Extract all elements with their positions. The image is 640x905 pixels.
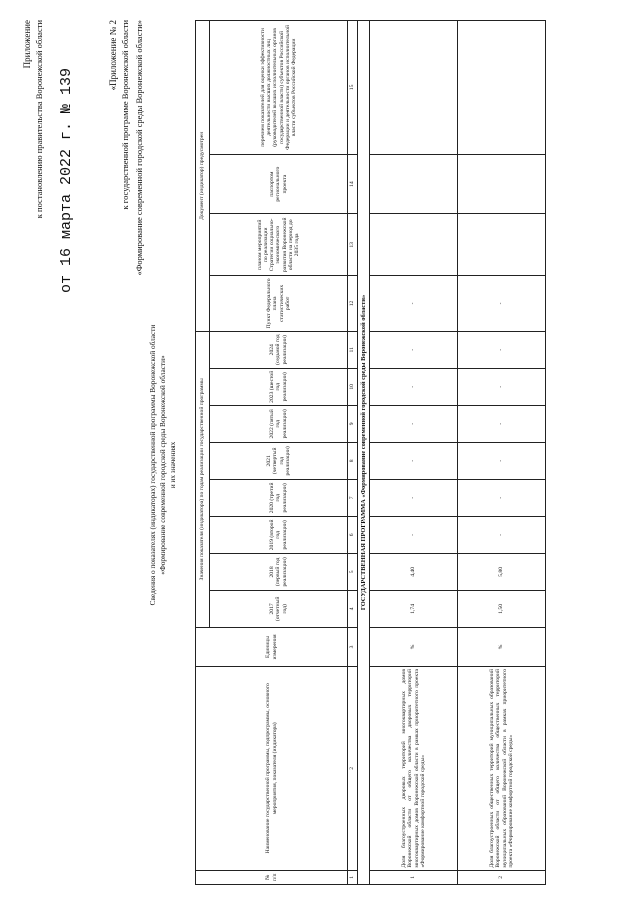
program-name-line: «Формирование современной городской среды Воронежской области» [134, 20, 144, 276]
row-value: - [370, 516, 458, 553]
col-number: 9 [348, 405, 358, 442]
head-docs-group: Документ (индикатор) предусмотрен [196, 21, 210, 332]
row-value: - [458, 516, 546, 553]
row-doc [458, 214, 546, 276]
title-line-1: Сведения о показателях (индикаторах) государственной программы Воронежской области [148, 324, 157, 606]
document-title [148, 195, 178, 735]
row-value: - [458, 442, 546, 479]
row-value: - [458, 405, 546, 442]
appendix-word: Приложение [22, 20, 32, 69]
head-year: 2022 (пятый год реализации) [210, 405, 348, 442]
head-doc: Пункт Федерального плана статистических работ [210, 276, 348, 332]
col-number: 8 [348, 442, 358, 479]
program-row-label: ГОСУДАРСТВЕННАЯ ПРОГРАММА «Формирование современной городской среды Воронежской области» [358, 21, 370, 885]
row-value: - [458, 331, 546, 368]
col-number: 10 [348, 368, 358, 405]
row-name: Доля благоустроенных общественных территорий муниципальных образований Воронежской области от общего количества общественных территорий муниципальных образований Воронежской области в рамках приоритетного проекта «Формирование комфортной городской среды» [458, 666, 546, 870]
col-number: 5 [348, 553, 358, 590]
head-doc: планом мероприятий по реализации Стратегии социально-экономического развития Воронежской области на период до 2035 года [210, 214, 348, 276]
col-number: 1 [348, 870, 358, 884]
head-doc: перечнем показателей для оценки эффективности деятельности высших должностных лиц (руководителей высших исполнительных органов государственной власти) субъектов Российской Федерации и деятельности органов исполнительной власти субъектов Российской Федерации [210, 21, 348, 155]
head-year: 2020 (третий год реализации) [210, 479, 348, 516]
row-doc [370, 214, 458, 276]
head-year: 2018 (первый год реализации) [210, 553, 348, 590]
row-value: - [458, 368, 546, 405]
row-value: - [458, 479, 546, 516]
row-doc [370, 154, 458, 214]
col-number: 15 [348, 21, 358, 155]
indicators-table [195, 20, 546, 885]
head-year: 2017 (отчетный год) [210, 590, 348, 627]
row-value: - [370, 368, 458, 405]
head-year: 2023 (шестой год реализации) [210, 368, 348, 405]
row-value: 4,40 [370, 553, 458, 590]
decree-date: от 16 марта 2022 г. № 139 [58, 68, 75, 294]
decree-line: к постановлению правительства Воронежской области [34, 20, 44, 219]
col-number: 13 [348, 214, 358, 276]
row-value: 5,80 [458, 553, 546, 590]
row-value: - [370, 442, 458, 479]
col-number: 2 [348, 666, 358, 870]
row-value: - [370, 331, 458, 368]
head-year: 2019 (второй год реализации) [210, 516, 348, 553]
head-name: Наименование государственной программы, подпрограммы, основного мероприятия, показателя (индикатора) [196, 666, 348, 870]
col-number: 14 [348, 154, 358, 214]
row-unit: % [458, 627, 546, 666]
appendix-number: «Приложение № 2 [108, 20, 118, 91]
row-doc [370, 21, 458, 155]
row-doc: - [458, 276, 546, 332]
col-number: 6 [348, 516, 358, 553]
head-values-group: Значения показателя (индикатора) по годам реализации государственной программы [196, 331, 210, 627]
col-number: 4 [348, 590, 358, 627]
program-row [358, 21, 370, 885]
row-doc [458, 154, 546, 214]
title-line-2: «Формирование современной городской среды Воронежской области» [157, 355, 167, 575]
row-doc [458, 21, 546, 155]
col-number: 3 [348, 627, 358, 666]
col-number: 12 [348, 276, 358, 332]
row-num: 2 [458, 870, 546, 884]
head-doc: паспортом регионального проекта [210, 154, 348, 214]
row-unit: % [370, 627, 458, 666]
table-row [458, 21, 546, 885]
to-program-line: к государственной программе Воронежской области [120, 20, 130, 210]
table-row [370, 21, 458, 885]
col-number: 7 [348, 479, 358, 516]
column-numbers-row [348, 21, 358, 885]
row-num: 1 [370, 870, 458, 884]
head-year: 2021 (четвертый год реализации) [210, 442, 348, 479]
row-value: - [370, 479, 458, 516]
row-name: Доля благоустроенных дворовых территорий многоквартирных домов Воронежской области от общего количества дворовых территорий многоквартирных домов Воронежской области в рамках приоритетного проекта «Формирование комфортной городской среды» [370, 666, 458, 870]
title-line-3: и их значениях [167, 441, 177, 489]
head-year: 2024 (седьмой год реализации) [210, 331, 348, 368]
header-row-1 [196, 21, 210, 885]
row-value: - [370, 405, 458, 442]
row-value: 1,50 [458, 590, 546, 627]
col-number: 11 [348, 331, 358, 368]
head-num: № п/п [196, 870, 348, 884]
row-doc: - [370, 276, 458, 332]
head-unit: Единицы измерения [196, 627, 348, 666]
row-value: 1,74 [370, 590, 458, 627]
